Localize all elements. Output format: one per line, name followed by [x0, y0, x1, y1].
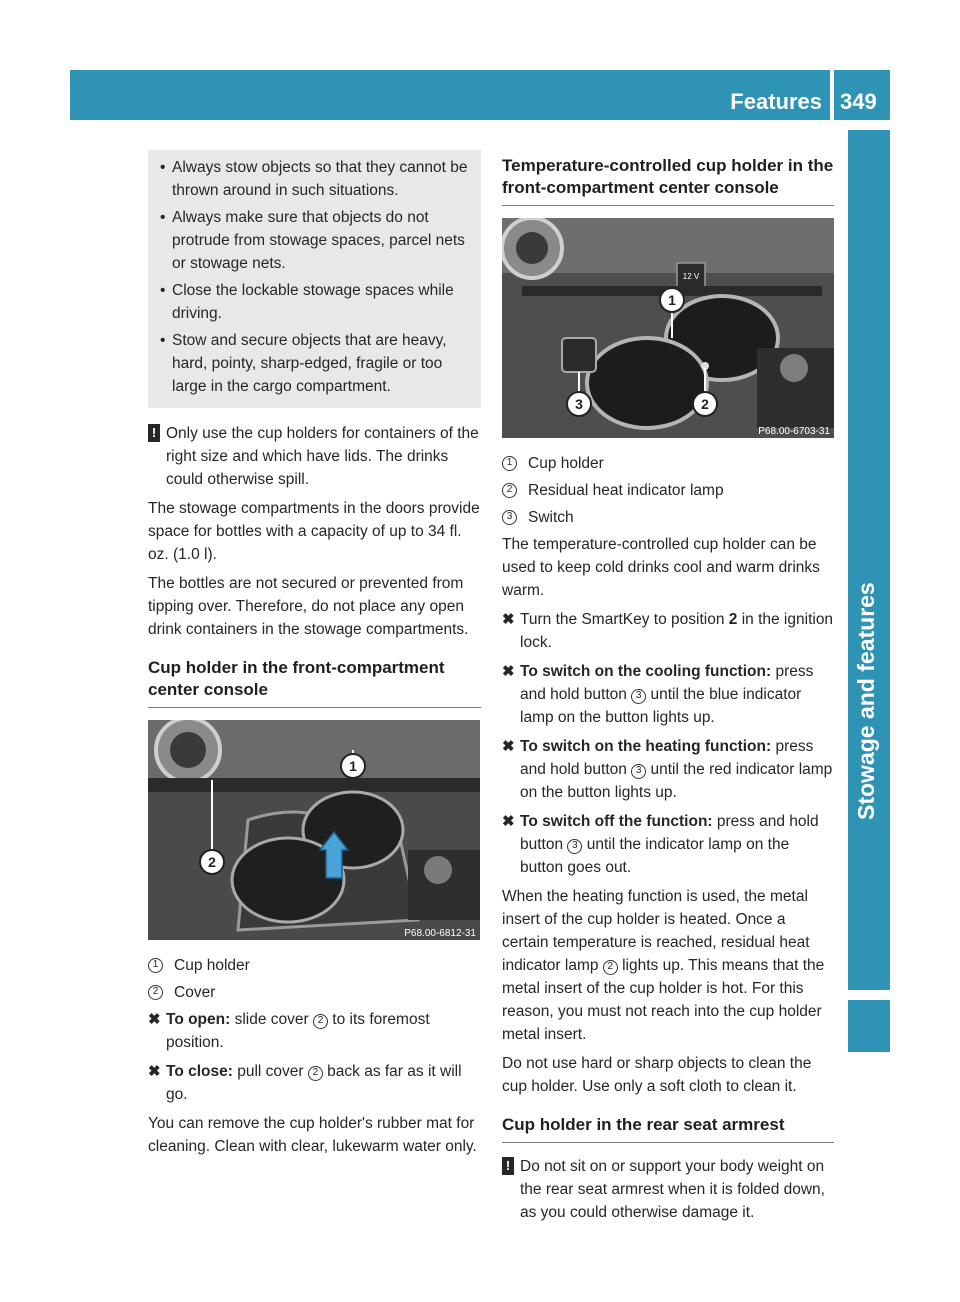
- legend-item: [148, 954, 481, 977]
- warning-bullet: • Stow and secure objects that are heavy, hard, pointy, sharp-edged, fragile or too large in the cargo compartment.: [158, 329, 473, 398]
- instruction-step: [148, 1060, 481, 1106]
- step-label: To switch on the cooling function:: [520, 663, 772, 680]
- section-heading: Cup holder in the front-compartment center console: [148, 657, 481, 708]
- callout-1: 1: [349, 758, 357, 774]
- step-label: To switch off the function:: [520, 813, 713, 830]
- step-arrow-icon: ✖: [502, 611, 515, 628]
- legend-text: Residual heat indicator lamp: [528, 482, 724, 499]
- caution-note: [148, 422, 481, 491]
- paragraph: You can remove the cup holder's rubber mat for cleaning. Clean with clear, lukewarm water only.: [148, 1115, 477, 1155]
- caution-note-text: Only use the cup holders for containers of the right size and which have lids. The drinks could otherwise spill.: [166, 425, 479, 488]
- step-text: Turn the SmartKey to position: [520, 611, 729, 628]
- callout-number: 2: [148, 985, 163, 1000]
- instruction-step: [502, 810, 834, 879]
- callout-number: 3: [631, 689, 646, 704]
- step-text: until the indicator lamp on the button goes out.: [520, 836, 790, 876]
- legend-text: Cover: [174, 984, 216, 1001]
- legend-text: Switch: [528, 509, 574, 526]
- warning-bullet: • Always stow objects so that they cannot be thrown around in such situations.: [158, 156, 473, 202]
- step-arrow-icon: ✖: [502, 813, 515, 830]
- warning-bullet: • Close the lockable stowage spaces while driving.: [158, 279, 473, 325]
- callout-1: 1: [668, 292, 676, 308]
- step-label: To open:: [166, 1011, 231, 1028]
- instruction-step: [502, 608, 834, 654]
- callout-number: 3: [567, 839, 582, 854]
- callout-number: 2: [313, 1014, 328, 1029]
- page-section-title: Features: [730, 89, 822, 114]
- caution-note-text: Do not sit on or support your body weight on the rear seat armrest when it is folded down, as you could otherwise damage it.: [520, 1158, 825, 1221]
- temperature-cup-holder-photo: [502, 218, 834, 438]
- step-text: slide cover: [230, 1011, 313, 1028]
- exclamation-icon: !: [502, 1157, 514, 1175]
- left-column: [148, 150, 481, 1164]
- caution-note: [502, 1155, 834, 1224]
- step-text: press and hold button: [520, 738, 814, 778]
- instruction-step: [502, 735, 834, 804]
- step-text: in the ignition lock.: [520, 611, 834, 651]
- step-value: 2: [728, 611, 738, 628]
- step-arrow-icon: ✖: [502, 738, 515, 755]
- paragraph: Do not use hard or sharp objects to clean the cup holder. Use only a soft cloth to clean it.: [502, 1055, 812, 1095]
- step-label: To switch on the heating function:: [520, 738, 772, 755]
- section-heading: Temperature-controlled cup holder in the front-compartment center console: [502, 155, 834, 206]
- legend-text: Cup holder: [528, 455, 604, 472]
- step-arrow-icon: ✖: [148, 1063, 161, 1080]
- step-arrow-icon: ✖: [148, 1011, 161, 1028]
- socket-label: 12 V: [682, 272, 700, 281]
- paragraph-text: When the heating function is used, the metal insert of the cup holder is heated. Once a certain temperature is reached, residual heat indicator lamp: [502, 888, 810, 974]
- paragraph: The temperature-controlled cup holder can be used to keep cold drinks cool and warm drinks warm.: [502, 536, 820, 599]
- cup-holder-photo: [148, 720, 480, 940]
- section-heading: Cup holder in the rear seat armrest: [502, 1114, 834, 1143]
- exclamation-icon: !: [148, 424, 160, 442]
- chapter-side-marker: [848, 1000, 890, 1052]
- photo-code: P68.00-6812-31: [404, 928, 476, 939]
- step-text: back as far as it will go.: [166, 1063, 462, 1103]
- callout-number: 3: [502, 510, 517, 525]
- warning-bullet: • Always make sure that objects do not protrude from stowage spaces, parcel nets or stowage nets.: [158, 206, 473, 275]
- callout-number: 2: [502, 483, 517, 498]
- step-text: to its foremost position.: [166, 1011, 430, 1051]
- callout-number: 2: [603, 960, 618, 975]
- header-divider: [830, 70, 834, 120]
- legend-item: [502, 452, 834, 475]
- callout-number: 1: [502, 456, 517, 471]
- photo-code: P68.00-6703-31: [758, 426, 830, 437]
- callout-2: 2: [208, 854, 216, 870]
- legend-item: [148, 981, 481, 1004]
- paragraph-text: lights up. This means that the metal insert of the cup holder is hot. For this reason, you must not reach into the cup holder metal insert.: [502, 957, 825, 1043]
- callout-3: 3: [575, 396, 583, 412]
- chapter-side-tab: [848, 130, 890, 990]
- step-text: pull cover: [232, 1063, 308, 1080]
- paragraph: [502, 885, 834, 1046]
- step-text: until the blue indicator lamp on the button lights up.: [520, 686, 802, 726]
- step-label: To close:: [166, 1063, 233, 1080]
- legend-item: [502, 479, 834, 502]
- temperature-cup-holder-illustration: [502, 218, 834, 438]
- legend-item: [502, 506, 834, 529]
- callout-number: 3: [631, 764, 646, 779]
- legend-text: Cup holder: [174, 957, 250, 974]
- cup-holder-illustration: [148, 720, 480, 940]
- instruction-step: [502, 660, 834, 729]
- warning-box: [148, 150, 481, 408]
- step-text: press and hold button: [520, 813, 819, 853]
- step-text: until the red indicator lamp on the button lights up.: [520, 761, 833, 801]
- callout-number: 1: [148, 958, 163, 973]
- step-arrow-icon: ✖: [502, 663, 515, 680]
- step-text: press and hold button: [520, 663, 814, 703]
- chapter-side-label: Stowage and features: [853, 582, 879, 820]
- right-column: [502, 155, 834, 1230]
- instruction-step: [148, 1008, 481, 1054]
- callout-2: 2: [701, 396, 709, 412]
- page-number: 349: [840, 89, 877, 114]
- paragraph: The stowage compartments in the doors provide space for bottles with a capacity of up to 34 fl. oz. (1.0 l).: [148, 500, 480, 563]
- callout-number: 2: [308, 1066, 323, 1081]
- paragraph: The bottles are not secured or prevented from tipping over. Therefore, do not place any open drink containers in the stowage compartments.: [148, 575, 469, 638]
